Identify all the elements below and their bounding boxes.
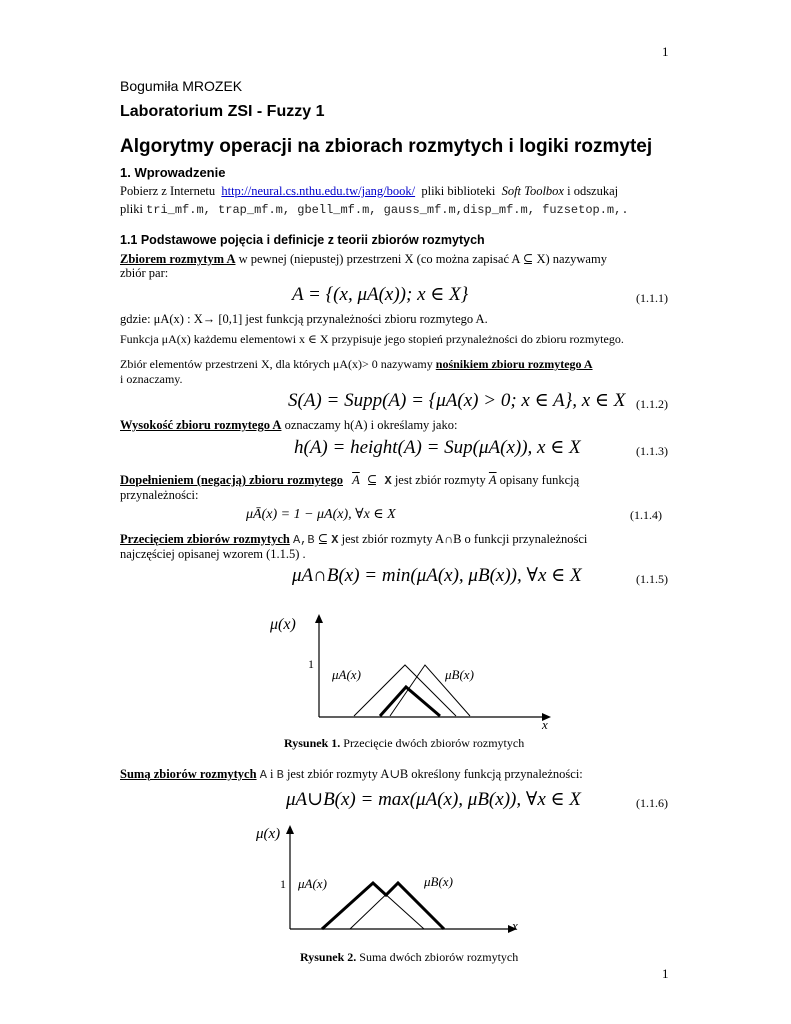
height-text: oznaczamy h(A) i określamy jako: [281, 418, 458, 432]
eq-number-1-1-4: (1.1.4) [630, 508, 662, 522]
author: Bogumiła MROZEK [120, 78, 243, 94]
complement-text-3: przynależności: [120, 488, 199, 502]
fig2-caption-bold: Rysunek 2. [300, 950, 357, 964]
fig2-caption-text: Suma dwóch zbiorów rozmytych [356, 950, 519, 964]
equation-1-1-2: S(A) = Supp(A) = {μA(x) > 0; x ∈ A}, x ∈ X [288, 390, 626, 411]
intro-text-mid: pliki biblioteki [421, 184, 496, 198]
intro-line-1 [120, 184, 618, 199]
support-term: nośnikiem zbioru rozmytego A [435, 357, 593, 371]
a-bar-symbol: $\overline{A}$ [352, 473, 360, 487]
fig2-one-label: 1 [280, 877, 286, 891]
fig2-x-label: x [512, 918, 518, 933]
fig1-caption-bold: Rysunek 1. [284, 736, 341, 750]
support-pre: Zbiór elementów przestrzeni X, dla których μA(x)> 0 nazywamy [120, 357, 433, 371]
fig2-y-label: μ(x) [256, 826, 281, 842]
fig1-y-arrow [315, 614, 323, 623]
eq-number-1-1-2: (1.1.2) [636, 397, 668, 411]
subset-symbol-2: ⊆ [317, 532, 329, 546]
page-number-bottom: 1 [662, 966, 669, 981]
height-term: Wysokość zbioru rozmytego A [120, 418, 282, 432]
complement-text: jest zbiór rozmyty [394, 473, 486, 487]
eq-number-1-1-3: (1.1.3) [636, 444, 668, 458]
fig2-set-a [322, 883, 424, 929]
def-text: w pewnej (niepustej) przestrzeni X (co można zapisać A ⊆ X) nazywamy [235, 252, 607, 266]
x-space-symbol: X [384, 474, 392, 488]
equation-1-1-3: h(A) = height(A) = Sup(μA(x)), x ∈ X [294, 437, 581, 458]
x-space-symbol-2: X [331, 533, 339, 547]
complement-definition [120, 472, 672, 488]
equation-1-1-4: μĀ(x) = 1 − μA(x), ∀x ∈ X [246, 507, 396, 522]
union-text: jest zbiór rozmyty A∪B określony funkcją przynależności: [286, 767, 583, 781]
intersection-term: Przecięciem zbiorów rozmytych [120, 532, 290, 546]
figure-1-caption [284, 736, 524, 751]
fig1-muB-label: μB(x) [445, 667, 474, 682]
height-definition [120, 418, 457, 433]
support-definition [120, 357, 593, 372]
figure-1-intersection [260, 605, 560, 735]
intro-text-post: i odszukaj [567, 184, 619, 198]
fig1-one-label: 1 [308, 657, 314, 671]
fig2-y-arrow [286, 825, 294, 834]
intro-line-2 [120, 202, 629, 217]
fig2-muB-label: μB(x) [424, 874, 453, 889]
intersection-text: jest zbiór rozmyty A∩B o funkcji przynależności [341, 532, 588, 546]
equation-1-1-1: A = {(x, μA(x)); x ∈ X} [292, 284, 469, 305]
support-post: i oznaczamy. [120, 372, 183, 386]
figure-2-caption [300, 950, 518, 965]
equation-1-1-6: μA∪B(x) = max(μA(x), μB(x)), ∀x ∈ X [286, 789, 581, 810]
complement-text-2: opisany funkcją [499, 473, 580, 487]
section-1-1-heading: 1.1 Podstawowe pojęcia i definicje z teorii zbiorów rozmytych [120, 233, 485, 247]
intersection-definition [120, 531, 587, 547]
page-number-top: 1 [662, 44, 669, 59]
fig1-y-label: μ(x) [270, 616, 296, 633]
equation-1-1-5: μA∩B(x) = min(μA(x), μB(x)), ∀x ∈ X [292, 565, 582, 586]
set-a-symbol: A [259, 768, 267, 782]
function-line: Funkcja μA(x) każdemu elementowi x ∈ X przypisuje jego stopień przynależności do zbioru rozmytego. [120, 332, 624, 346]
fig1-muA-label: μA(x) [332, 667, 361, 682]
complement-term: Dopełnieniem (negacją) zbioru rozmytego [120, 473, 343, 487]
fig1-set-a [354, 665, 456, 716]
section-1-heading: 1. Wprowadzenie [120, 165, 226, 180]
where-line: gdzie: μA(x) : X→ [0,1] jest funkcją przynależności zbioru rozmytego A. [120, 312, 488, 326]
def-term: Zbiorem rozmytym A [120, 252, 236, 266]
intersection-sets: A,B [292, 533, 315, 547]
eq-number-1-1-5: (1.1.5) [636, 572, 668, 586]
toolbox-name: Soft Toolbox [501, 184, 564, 198]
figure-2-union [240, 818, 540, 948]
intersection-text-2: najczęściej opisanej wzorem (1.1.5) . [120, 547, 306, 561]
a-bar-symbol-2: $\overline{A}$ [488, 473, 497, 487]
eq-number-1-1-1: (1.1.1) [636, 291, 668, 305]
lab-title: Laboratorium ZSI - Fuzzy 1 [120, 103, 325, 120]
fig2-muA-label: μA(x) [298, 876, 327, 891]
eq-number-1-1-6: (1.1.6) [636, 796, 668, 810]
def-text-2: zbiór par: [120, 266, 169, 280]
union-term: Sumą zbiorów rozmytych [120, 767, 257, 781]
fuzzy-set-definition [120, 251, 607, 267]
subset-symbol: ⊆ [366, 473, 378, 487]
files-label: pliki [120, 202, 143, 216]
fig1-caption-text: Przecięcie dwóch zbiorów rozmytych [340, 736, 525, 750]
union-definition: Sumą zbiorów rozmytych A i B jest zbiór rozmyty A∪B określony funkcją przynależności: [120, 767, 583, 782]
intro-text: Pobierz z Internetu [120, 184, 216, 198]
fig2-union-result [322, 883, 444, 929]
file-list: tri_mf.m, trap_mf.m, gbell_mf.m, gauss_mf.m,disp_mf.m, fuzsetop.m,. [146, 203, 629, 217]
toolbox-link[interactable]: http://neural.cs.nthu.edu.tw/jang/book/ [221, 184, 416, 198]
fig1-x-label: x [542, 717, 548, 732]
main-title: Algorytmy operacji na zbiorach rozmytych i logiki rozmytej [120, 136, 653, 157]
set-b-symbol: B [276, 768, 284, 782]
